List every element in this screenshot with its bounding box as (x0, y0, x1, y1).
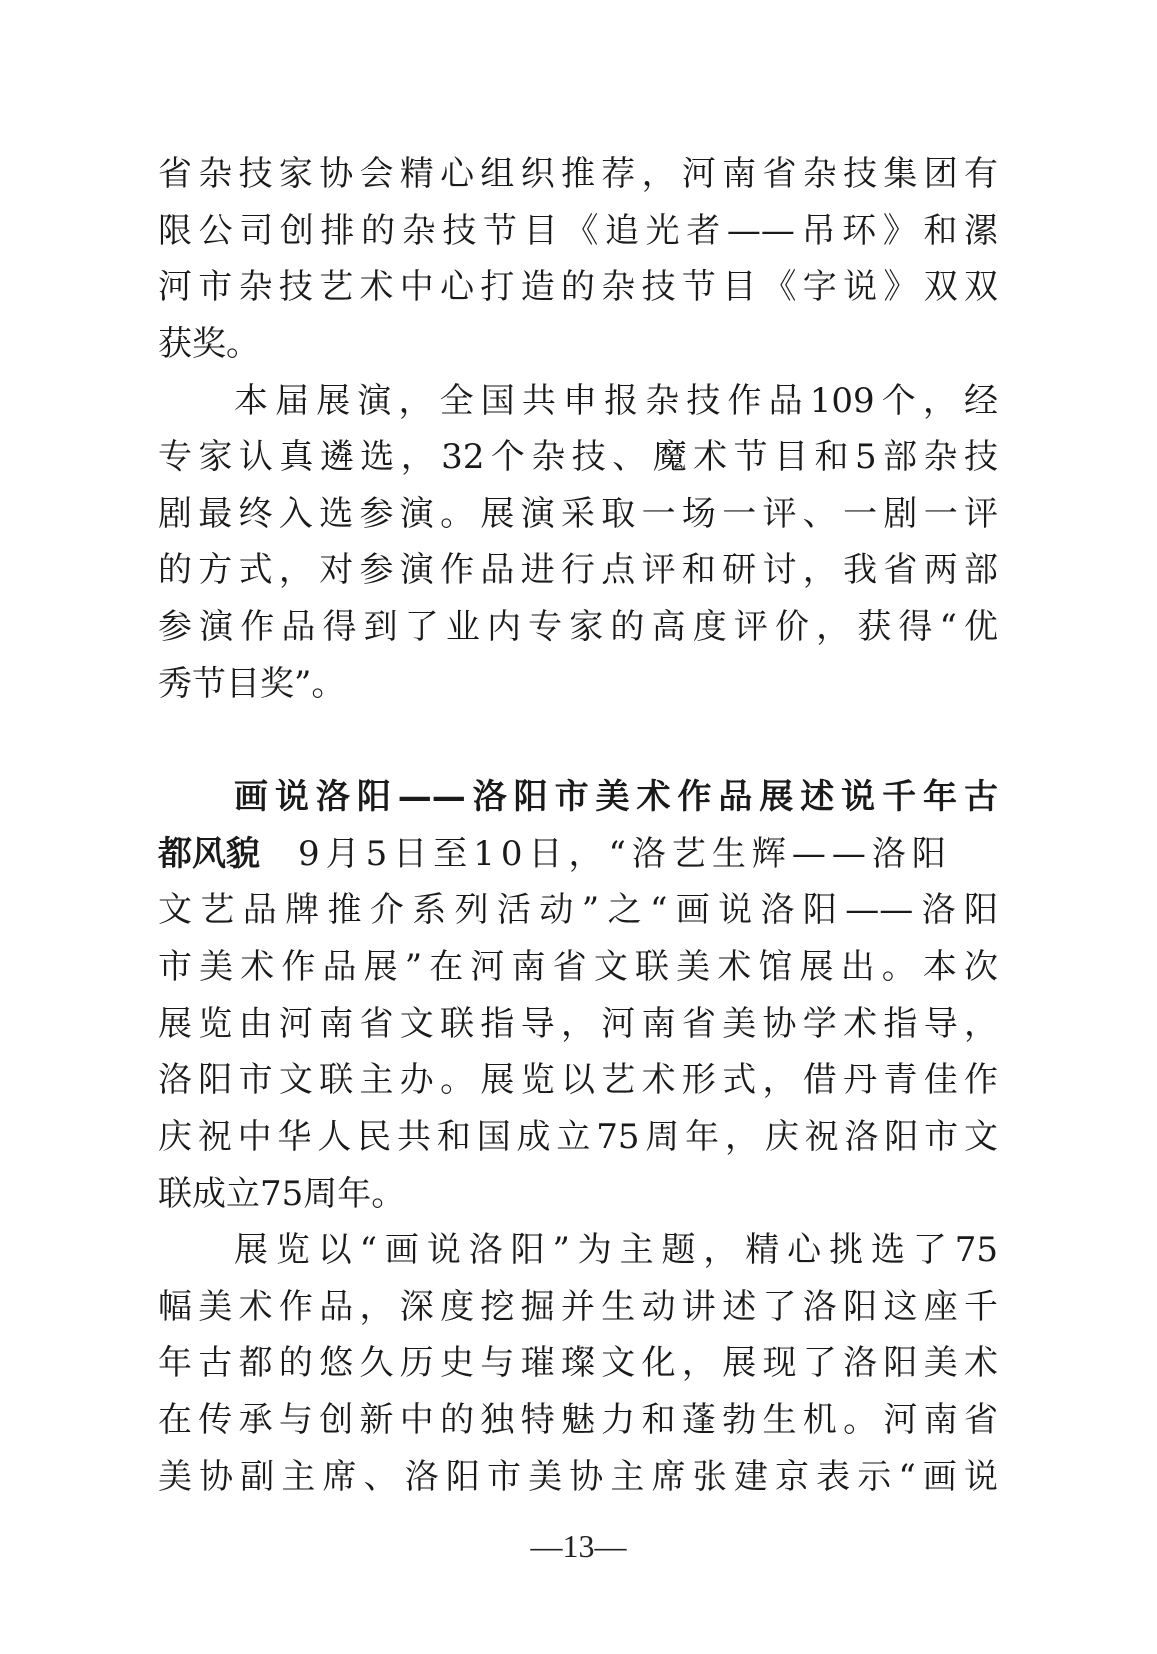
text-line: 洛阳市文联主办。展览以艺术形式，借丹青佳作 (158, 1060, 998, 1101)
body-text (158, 146, 998, 1505)
text-line: 的方式，对参演作品进行点评和研讨，我省两部 (158, 550, 998, 591)
blank-line (158, 712, 998, 769)
text-line: 获奖。 (158, 323, 260, 364)
text-line: 在传承与创新中的独特魅力和蓬勃生机。河南省 (158, 1400, 998, 1441)
text-line-content: 9月5日至10日，“洛艺生辉——洛阳 (298, 833, 952, 874)
page-number: —13— (530, 1528, 627, 1564)
section-heading-cont: 都风貌 (158, 833, 260, 874)
text-line: 联成立75周年。 (158, 1173, 406, 1214)
section-heading: 画说洛阳——洛阳市美术作品展述说千年古 (234, 777, 998, 818)
text-line: 河市杂技艺术中心打造的杂技节目《字说》双双 (158, 267, 998, 308)
text-line (158, 826, 998, 883)
text-line: 剧最终入选参演。展演采取一场一评、一剧一评 (158, 493, 998, 534)
text-line: 秀节目奖”。 (158, 663, 346, 704)
text-line: 展览由河南省文联指导，河南省美协学术指导， (158, 1003, 998, 1044)
text-line: 专家认真遴选，32个杂技、魔术节目和5部杂技 (158, 437, 998, 478)
text-line: 省杂技家协会精心组织推荐，河南省杂技集团有 (158, 154, 998, 194)
text-line: 本届展演，全国共申报杂技作品109个，经 (234, 380, 998, 421)
text-line: 幅美术作品，深度挖掘并生动讲述了洛阳这座千 (158, 1286, 998, 1327)
text-line: 展览以“画说洛阳”为主题，精心挑选了75 (234, 1230, 998, 1271)
text-line: 美协副主席、洛阳市美协主席张建京表示“画说 (158, 1456, 998, 1497)
text-line: 文艺品牌推介系列活动”之“画说洛阳——洛阳 (158, 890, 998, 931)
text-line: 限公司创排的杂技节目《追光者——吊环》和漯 (158, 210, 998, 251)
text-line: 庆祝中华人民共和国成立75周年，庆祝洛阳市文 (158, 1116, 998, 1157)
text-line: 年古都的悠久历史与璀璨文化，展现了洛阳美术 (158, 1343, 998, 1384)
text-line: 市美术作品展”在河南省文联美术馆展出。本次 (158, 946, 998, 987)
text-line: 参演作品得到了业内专家的高度评价，获得“优 (158, 607, 998, 648)
